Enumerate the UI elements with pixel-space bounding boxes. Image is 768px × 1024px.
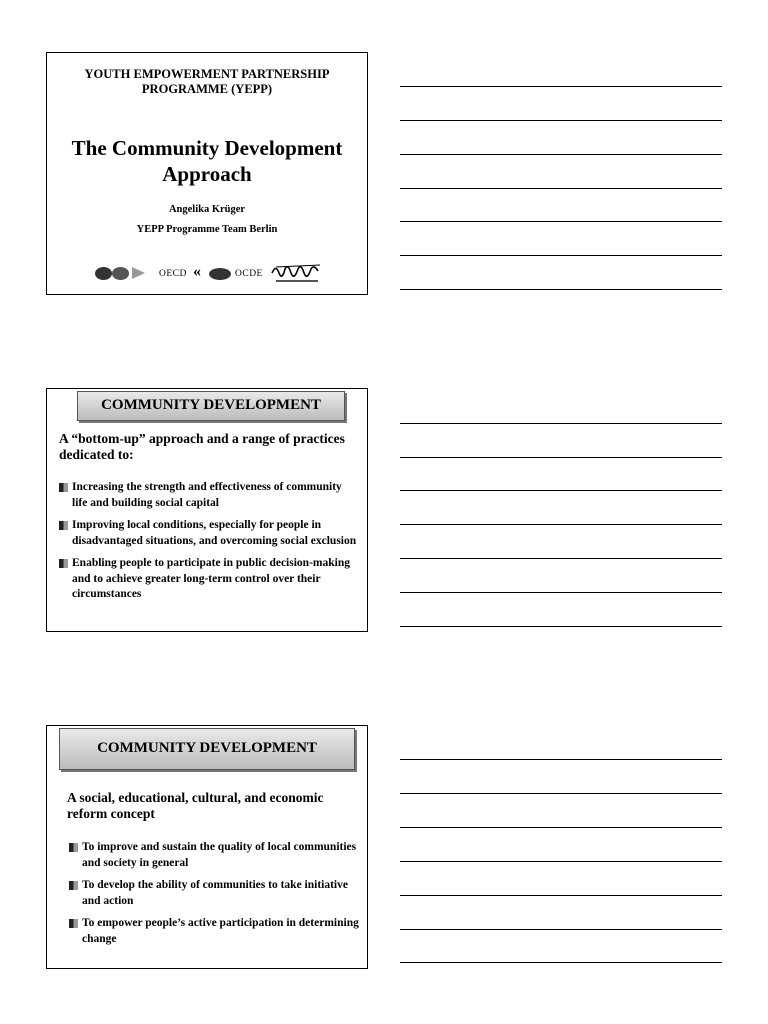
list-item: Improving local conditions, especially for people in disadvantaged situations, and overcoming social exclusion [59,518,359,549]
organization-line-1: YOUTH EMPOWERMENT PARTNERSHIP [84,67,330,81]
bullet-square-icon [59,559,68,568]
note-line [400,592,722,593]
bullet-square-icon [59,521,68,530]
note-line [400,221,722,222]
partner-logo-triangle [132,267,145,279]
bullet-square-icon [59,483,68,492]
author-name: Angelika Krüger [168,204,246,215]
list-item: Increasing the strength and effectiveness of community life and building social capital [59,480,359,511]
note-line [400,188,722,189]
note-line [400,895,722,896]
list-item: To develop the ability of communities to take initiative and action [69,878,359,909]
title-line-1: The Community Development [71,136,343,160]
oecd-logo-oval [209,268,231,280]
note-line [400,962,722,963]
note-line [400,524,722,525]
slide-header: COMMUNITY DEVELOPMENT [59,728,355,770]
slide-header: COMMUNITY DEVELOPMENT [77,391,345,421]
note-line [400,255,722,256]
foundation-logo [270,261,325,285]
note-line [400,827,722,828]
note-line [400,861,722,862]
note-line [400,558,722,559]
team-name: YEPP Programme Team Berlin [136,224,278,235]
bullet-square-icon [69,881,78,890]
note-line [400,457,722,458]
oecd-logo-mark: « [193,263,201,280]
presentation-title [47,135,367,187]
partner-logo-n [95,267,112,280]
bullet-list [59,480,359,610]
slide-intro: A social, educational, cultural, and economic reform concept [67,790,324,821]
bullet-list [69,840,359,954]
organization-name [47,67,367,97]
organization-line-2: PROGRAMME (YEPP) [141,82,273,96]
note-line [400,154,722,155]
note-line [400,86,722,87]
ocde-logo-text: OCDE [235,269,263,279]
partner-logo-e [112,267,129,280]
slide-intro: A “bottom-up” approach and a range of practices dedicated to: [59,431,345,462]
bullet-square-icon [69,843,78,852]
note-line [400,929,722,930]
list-item: To empower people’s active participation in determining change [69,916,359,947]
note-line [400,490,722,491]
list-item: Enabling people to participate in public decision-making and to achieve greater long-term control over their circumstances [59,556,359,603]
logo-row [95,261,325,285]
title-line-2: Approach [162,162,252,186]
note-line [400,423,722,424]
note-line [400,289,722,290]
oecd-logo-text: OECD [159,269,187,279]
slide-community-development-2 [46,725,368,969]
note-line [400,793,722,794]
bullet-square-icon [69,919,78,928]
note-line [400,759,722,760]
list-item: To improve and sustain the quality of local communities and society in general [69,840,359,871]
slide-community-development-1 [46,388,368,632]
slide-title [46,52,368,295]
note-line [400,626,722,627]
note-line [400,120,722,121]
